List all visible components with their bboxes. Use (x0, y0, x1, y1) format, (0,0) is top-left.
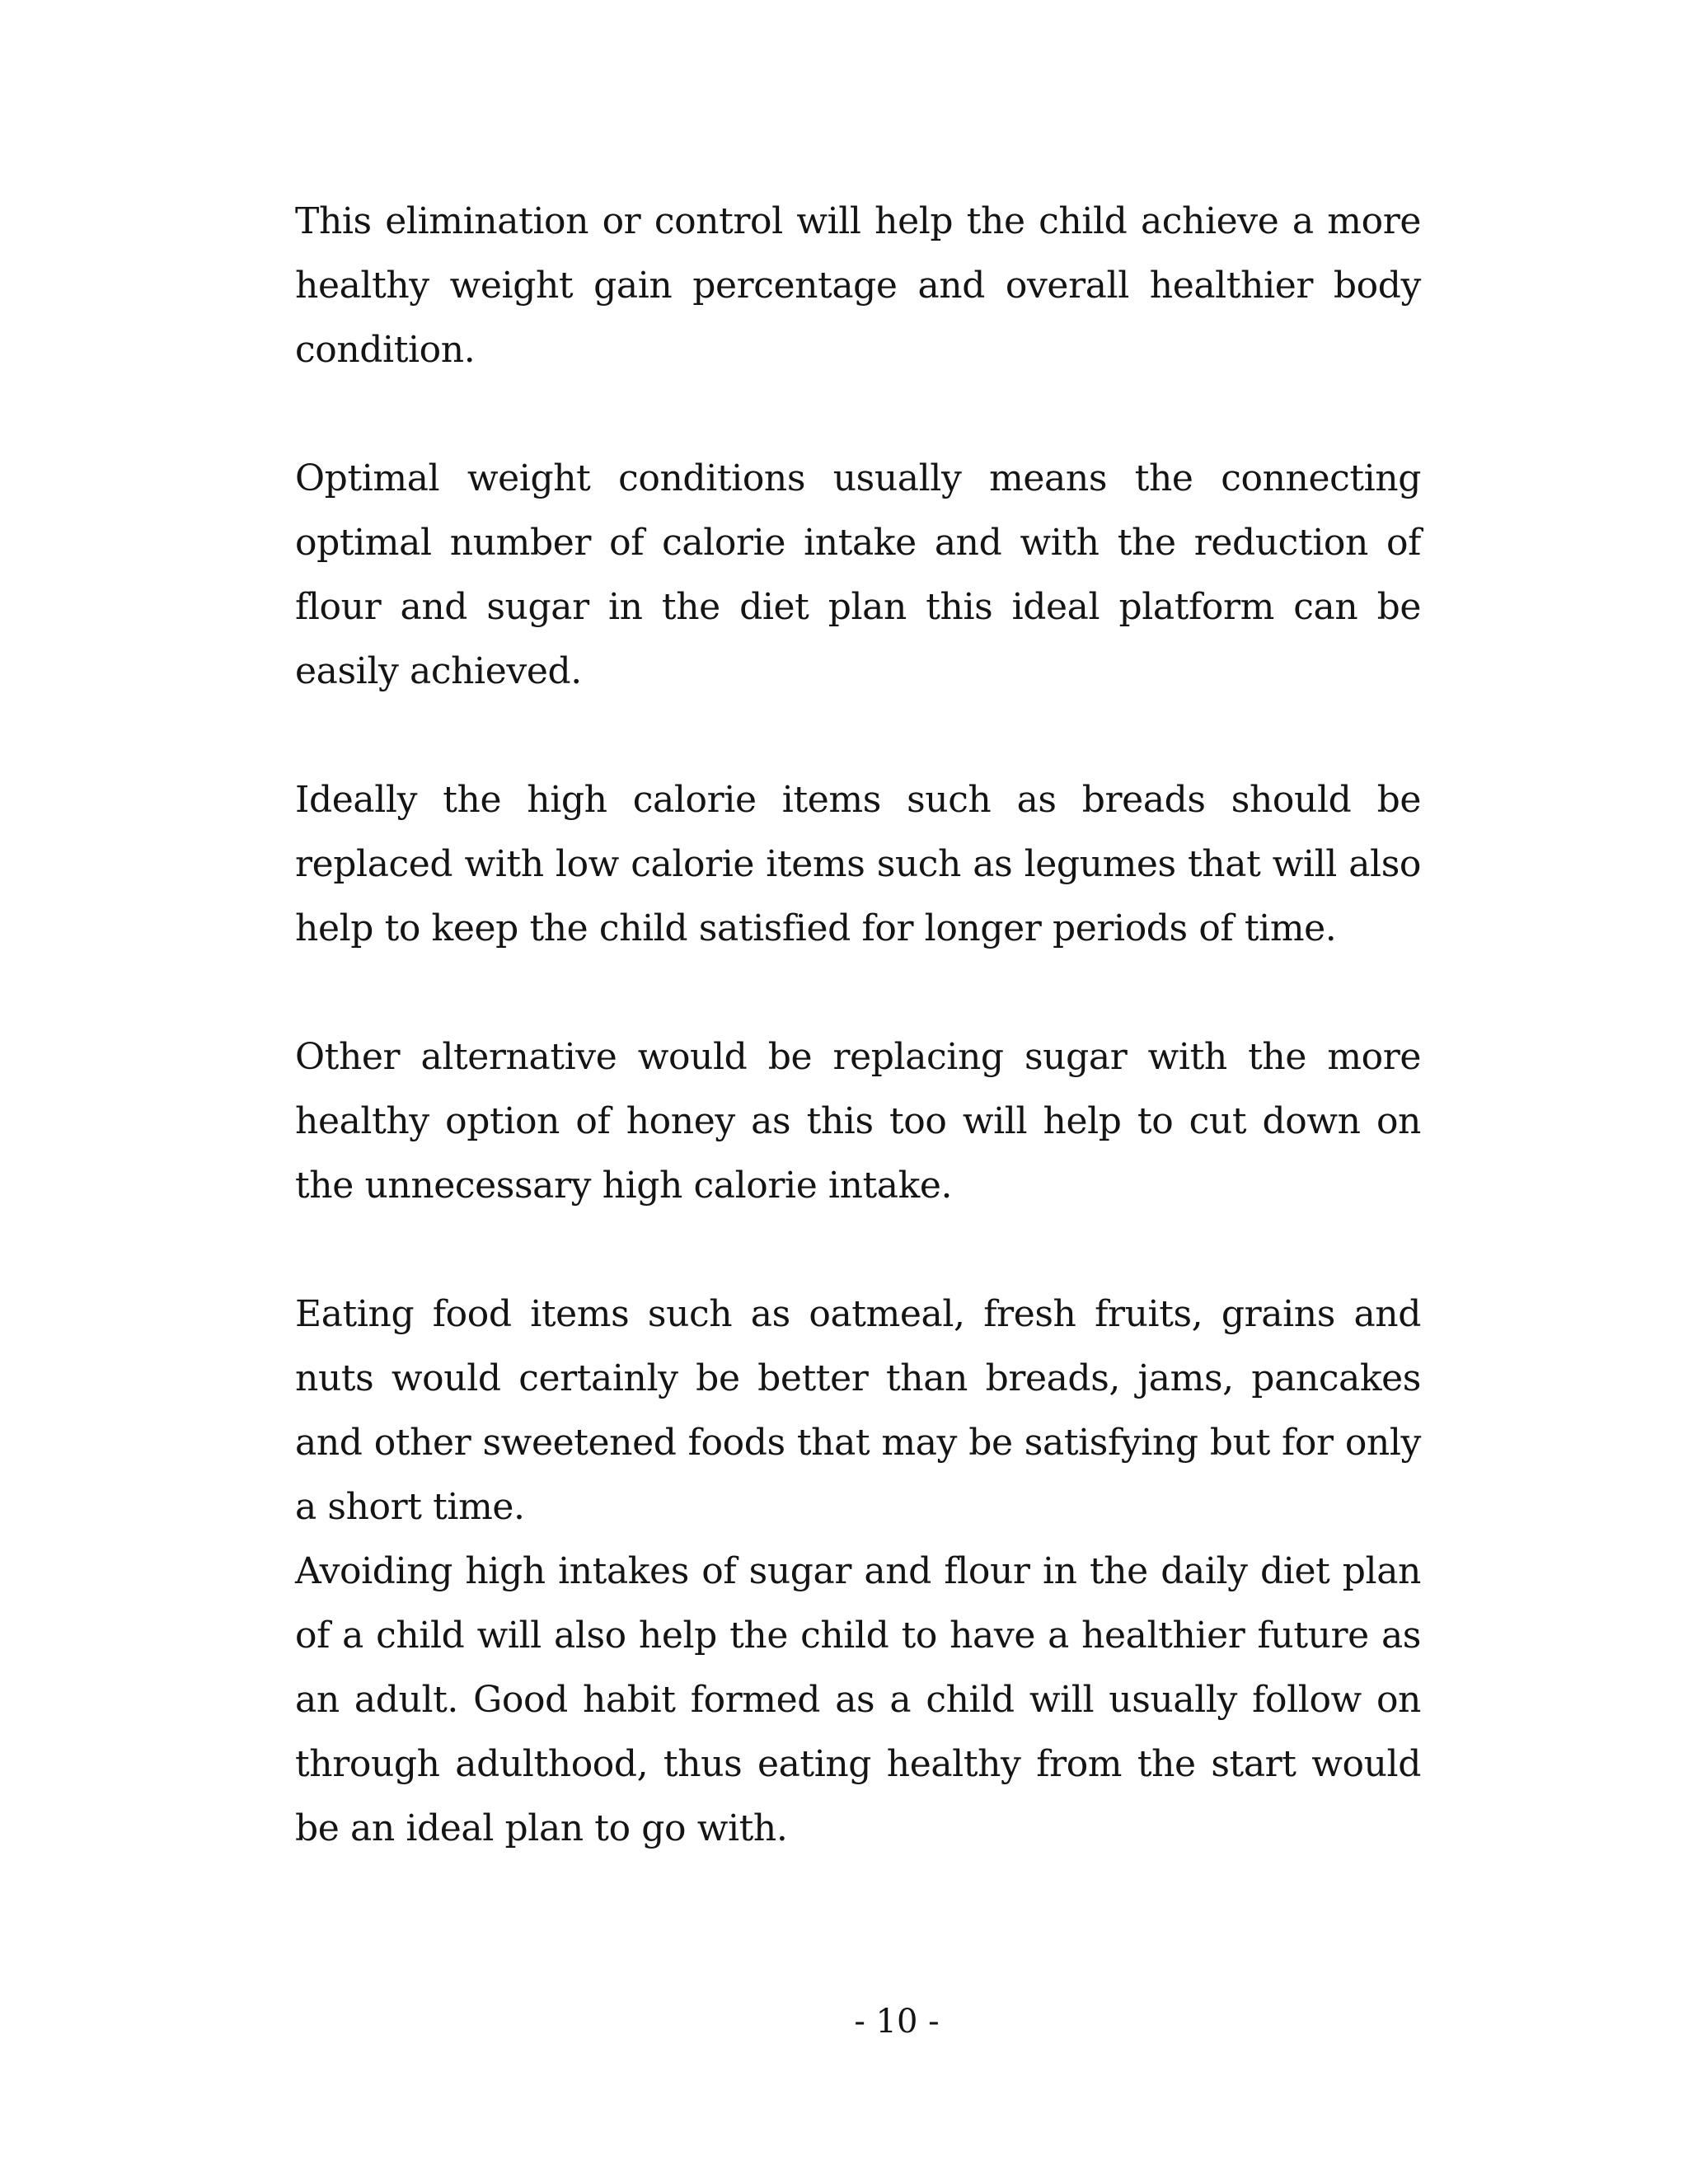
paragraph-1: This elimination or control will help the child achieve a more healthy weight gain percentage and overall healthier body condition. (295, 200, 1421, 371)
paragraph-5: Eating food items such as oatmeal, fresh fruits, grains and nuts would certainly be better than breads, jams, pancakes and other sweetened foods that may be satisfying but for only a short time. (295, 1293, 1421, 1528)
page-body (295, 190, 1421, 1861)
paragraph-3: Ideally the high calorie items such as breads should be replaced with low calorie items such as legumes that will also help to keep the child satisfied for longer periods of time. (295, 779, 1421, 949)
paragraph-2: Optimal weight conditions usually means the connecting optimal number of calorie intake and with the reduction of flour and sugar in the diet plan this ideal platform can be easily achieved. (295, 457, 1421, 692)
paragraph-4: Other alternative would be replacing sugar with the more healthy option of honey as this too will help to cut down on the unnecessary high calorie intake. (295, 1036, 1421, 1207)
paragraph-6: Avoiding high intakes of sugar and flour in the daily diet plan of a child will also help the child to have a healthier future as an adult. Good habit formed as a child will usually follow on through adulthood, thus eating healthy from the start would be an ideal plan to go with. (295, 1550, 1421, 1849)
page-number: - 10 - (854, 2003, 940, 2041)
